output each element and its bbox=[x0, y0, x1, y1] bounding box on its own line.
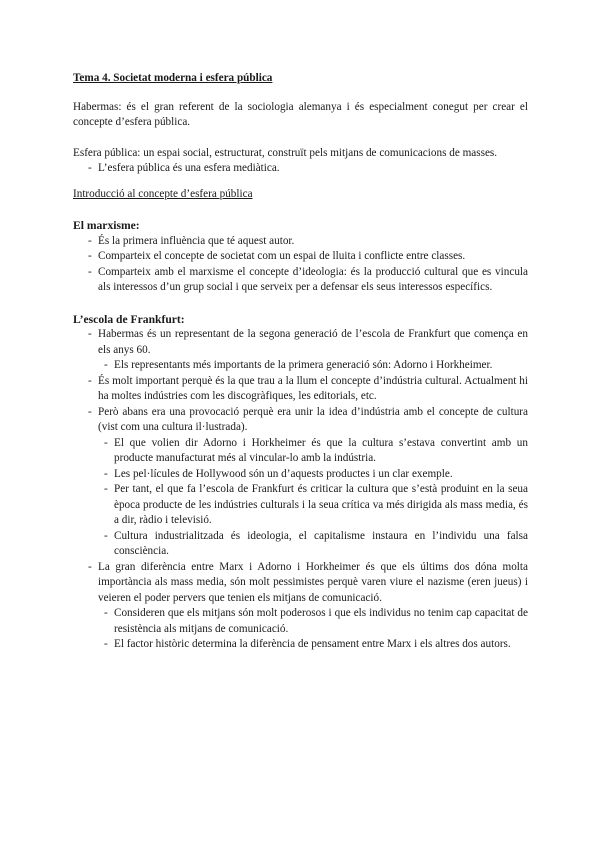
marxisme-list bbox=[73, 234, 528, 296]
list-item: - Habermas és un representant de la segona generació de l’escola de Frankfurt que comença en els anys 60. - Els representants més importants de la primera generació són: Adorno i Horkheimer. bbox=[73, 327, 528, 374]
bullet-dash: - bbox=[88, 374, 92, 387]
bullet-dash: - bbox=[104, 359, 108, 371]
sub-list-item: - Consideren que els mitjans són molt poderosos i que els individus no tenim cap capacitat de resistència als mitjans de comunicació. bbox=[104, 607, 528, 635]
sub-list-item: - Per tant, el que fa l’escola de Frankfurt és criticar la cultura que s’està produint en la seua època producte de les indústries culturals i la seua crítica va més dirigida als mass media, és a dir, ràdio i televisió. bbox=[104, 483, 528, 526]
sub-list-item: - El que volien dir Adorno i Horkheimer és que la cultura s’estava convertint amb un producte manufacturat més al vincular-lo amb la indústria. bbox=[104, 436, 528, 464]
list-item: - La gran diferència entre Marx i Adorno i Horkheimer és que els últims dos dóna molta importància als mass media, són molt pessimistes perquè varen viure el nazisme (eren jueus) i veieren el poder pervers que tenien els mitjans de comunicació. - Consideren que els mitjans són molt poderosos i que els individus no tenim cap capacitat de resistència als mitjans de comunicació. - El factor històric determina la diferència de pensament entre Marx i els altres dos autors. bbox=[73, 560, 528, 653]
bullet-dash: - bbox=[104, 467, 108, 480]
frankfurt-heading: L’escola de Frankfurt: bbox=[73, 312, 185, 326]
sub-list bbox=[73, 606, 528, 653]
bullet-dash: - bbox=[88, 328, 92, 340]
bullet-dash: - bbox=[88, 560, 92, 573]
bullet-dash: - bbox=[88, 405, 92, 418]
sub-list-item: - Les pel·lícules de Hollywood són un d’aquests productes i un clar exemple. bbox=[73, 467, 528, 483]
sub-list bbox=[73, 436, 528, 560]
bullet-dash: - bbox=[88, 162, 92, 174]
list-item: - Comparteix el concepte de societat com un espai de lluita i conflicte entre classes. bbox=[73, 249, 528, 265]
list-item: - Comparteix amb el marxisme el concepte d’ideologia: és la producció cultural que es vincula als interessos d’un grup social i que serveix per a defensar els seus interessos específics. bbox=[88, 265, 528, 293]
sub-list bbox=[73, 358, 528, 374]
sub-list-item: - Cultura industrialitzada és ideologia, el capitalisme instaura en l’individu una falsa consciència. bbox=[104, 529, 528, 557]
bullet-dash: - bbox=[104, 607, 108, 619]
intro-paragraph: Habermas: és el gran referent de la sociologia alemanya i és especialment conegut per crear el concepte d’esfera pública. bbox=[73, 100, 528, 128]
bullet-dash: - bbox=[88, 250, 92, 262]
section-subheading: Introducció al concepte d’esfera pública bbox=[73, 187, 253, 200]
list-item: - L’esfera pública és una esfera mediàtica. bbox=[73, 161, 528, 177]
bullet-dash: - bbox=[104, 483, 108, 495]
bullet-dash: - bbox=[104, 529, 108, 542]
bullet-dash: - bbox=[88, 234, 92, 247]
document-title: Tema 4. Societat moderna i esfera pública bbox=[73, 72, 273, 84]
list-item: - És molt important perquè és la que trau a la llum el concepte d’indústria cultural. Actualment hi ha moltes indústries com les discogràfiques, les editorials, etc. bbox=[88, 374, 528, 402]
frankfurt-list bbox=[73, 327, 528, 653]
list-item: - És la primera influència que té aquest autor. bbox=[73, 234, 528, 250]
marxisme-heading: El marxisme: bbox=[73, 219, 140, 232]
esfera-list bbox=[73, 161, 528, 177]
sub-list-item: - El factor històric determina la diferència de pensament entre Marx i els altres dos autors. bbox=[73, 637, 528, 653]
bullet-dash: - bbox=[104, 638, 108, 650]
esfera-definition: Esfera pública: un espai social, estructurat, construït pels mitjans de comunicacions de masses. bbox=[73, 146, 498, 159]
bullet-dash: - bbox=[88, 265, 92, 278]
list-item: - Però abans era una provocació perquè era unir la idea d’indústria amb el concepte de cultura (vist com una cultura il·lustrada). - El que volien dir Adorno i Horkheimer és que la cultura s’estava convertint amb un producte manufacturat més al vincular-lo amb la indústria. - Les pel·lícules de Hollywood són un d’aquests productes i un clar exemple. - Per tant, el que fa l’escola de Frankfurt és criticar la cultura que s’està produint en la seua època producte de les indústries culturals i la seua crítica va més dirigida als mass media, és a dir, ràdio i televisió. - Cultura industrialitzada és ideologia, el capitalisme instaura en l’individu una falsa consciència. bbox=[73, 405, 528, 560]
sub-list-item: - Els representants més importants de la primera generació són: Adorno i Horkheimer. bbox=[73, 358, 528, 374]
bullet-dash: - bbox=[104, 436, 108, 449]
